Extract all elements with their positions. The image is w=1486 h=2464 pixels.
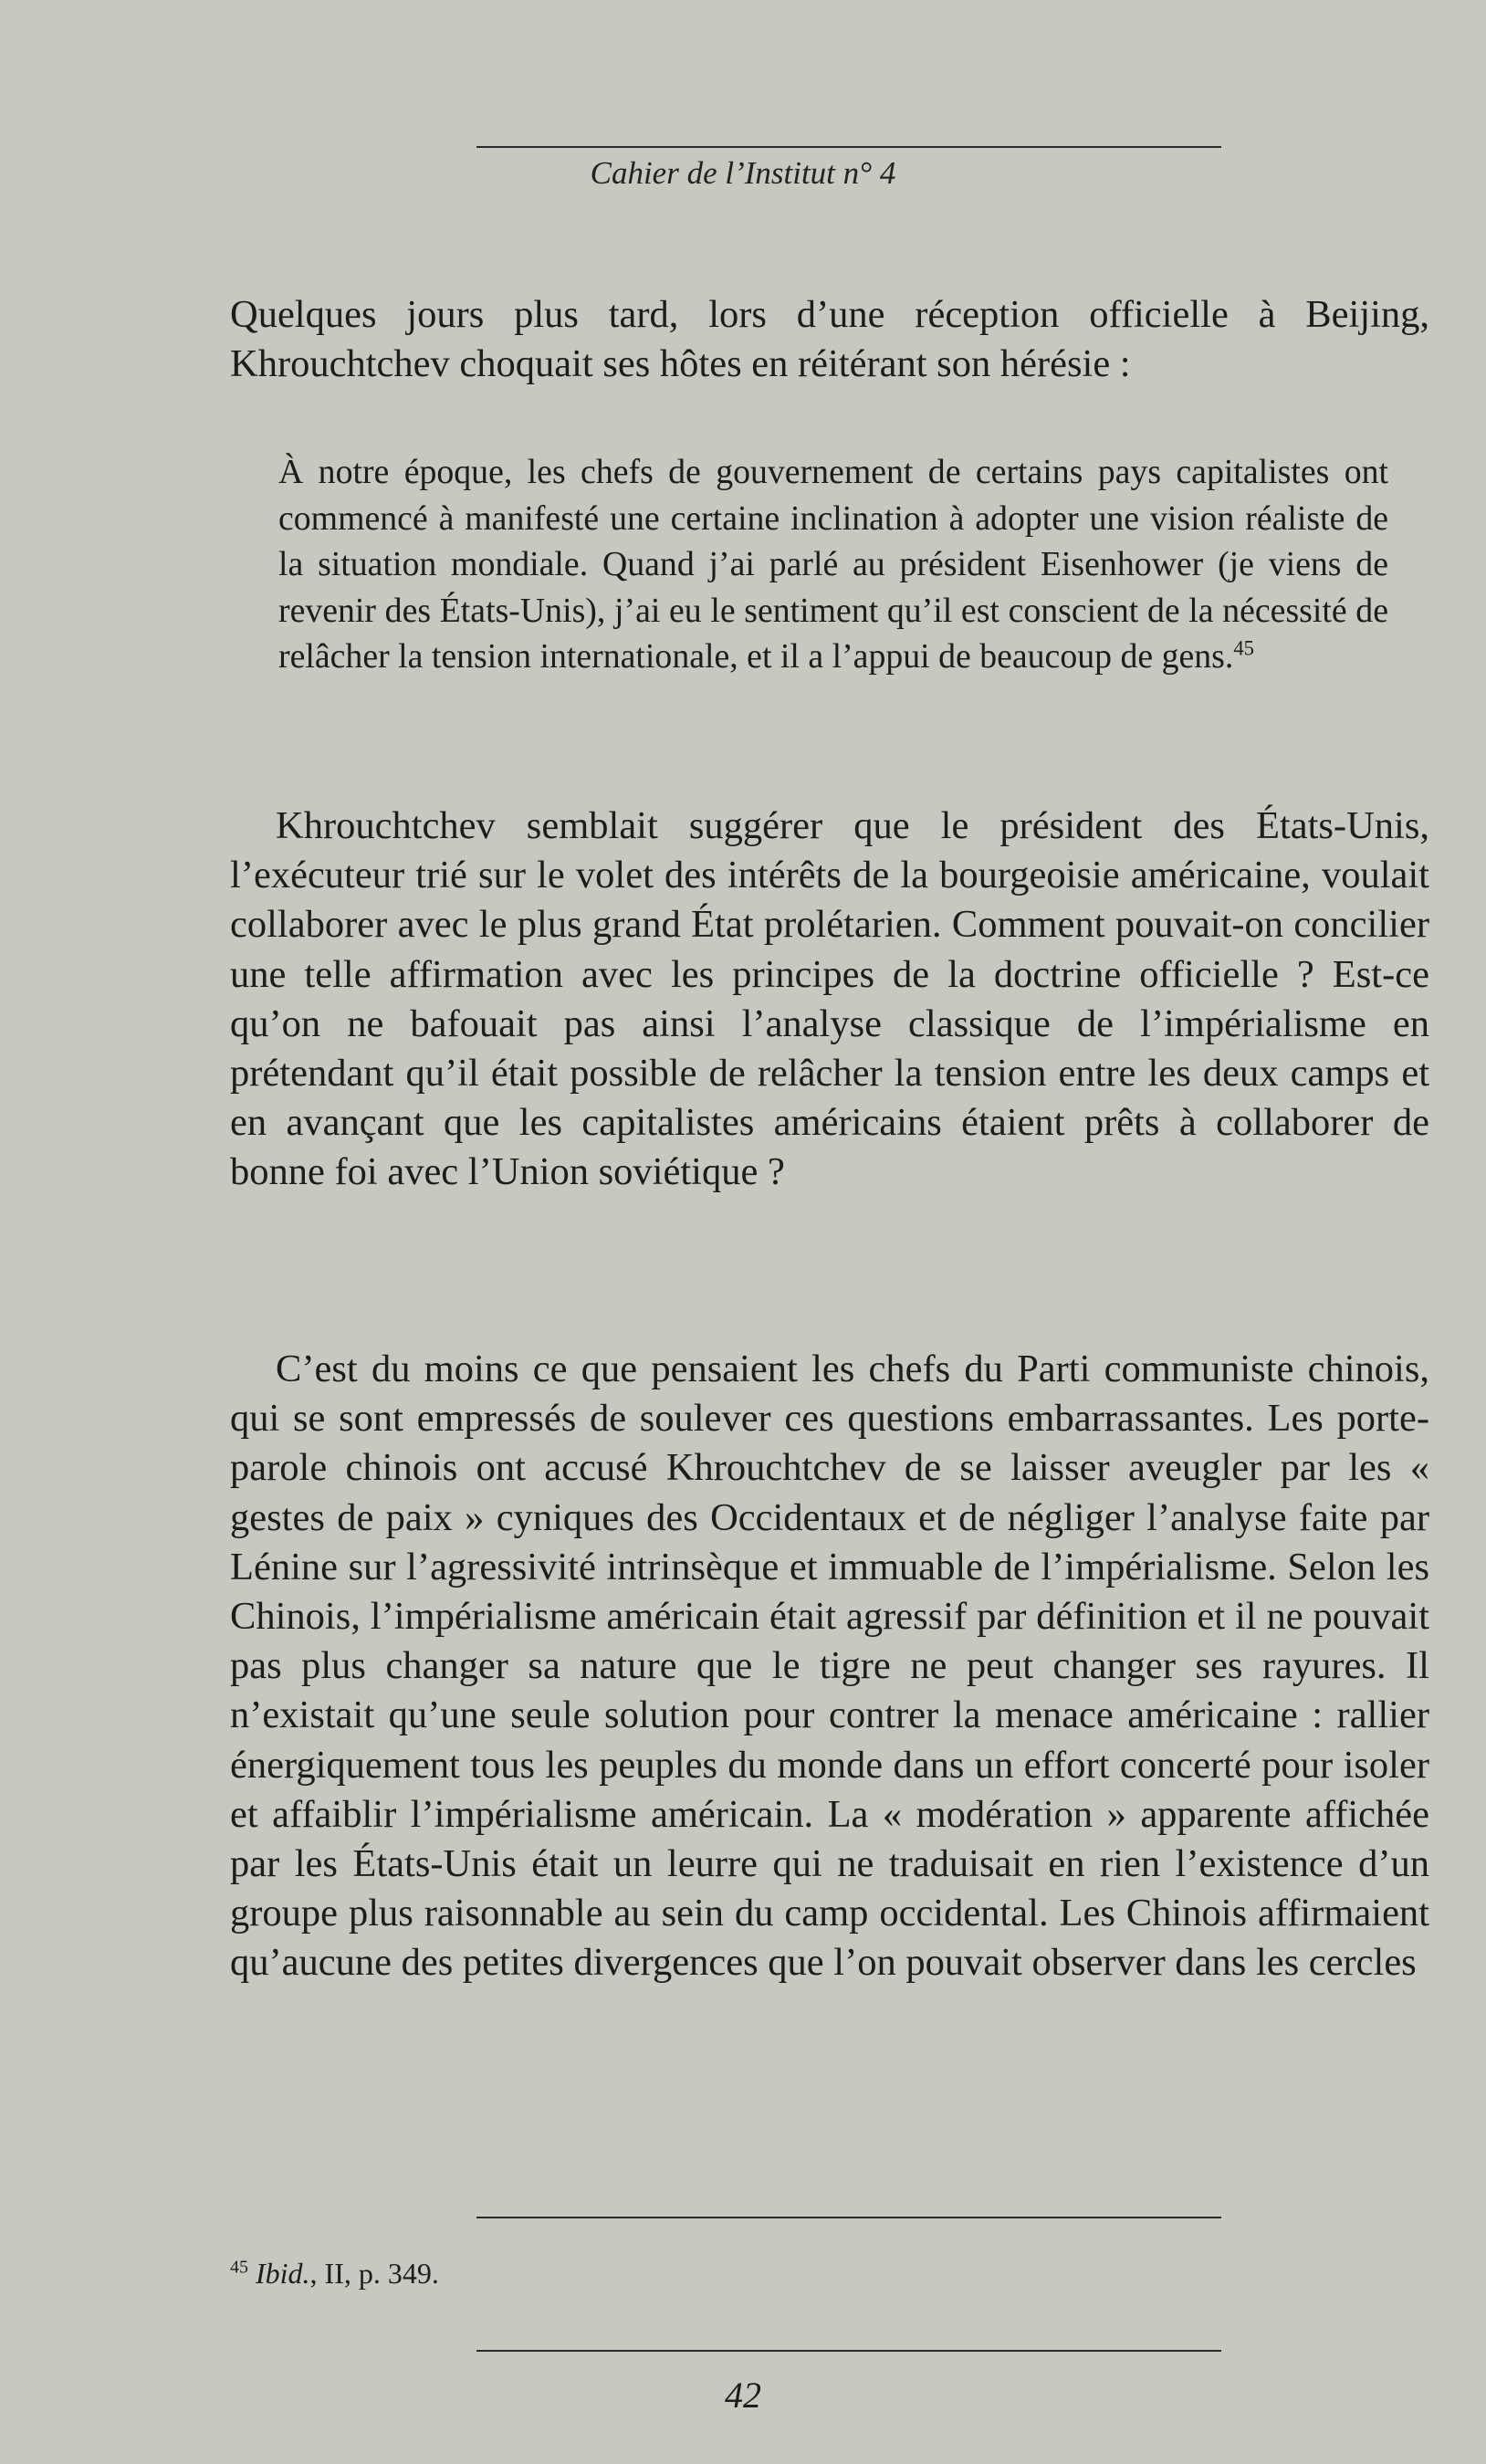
header-rule bbox=[476, 146, 1221, 148]
page-number: 42 bbox=[725, 2375, 761, 2416]
footer-rule bbox=[476, 2350, 1221, 2352]
footnote-rule bbox=[476, 2217, 1221, 2218]
paragraph-2-text: Khrouchtchev semblait suggérer que le président des États-Unis, l’exécuteur trié sur le volet des intérêts de la bourgeoisie américaine, voulait collaborer avec le plus grand État prolétarien. Comment pouvait-on concilier une telle affirmation avec les principes de la doctrine officielle ? Est-ce qu’on ne bafouait pas ainsi l’analyse classique de l’impérialisme en prétendant qu’il était possible de relâcher la tension entre les deux camps et en avançant que les capitalistes américains étaient prêts à collaborer de bonne foi avec l’Union soviétique ? bbox=[230, 804, 1429, 1194]
footnote-details: , II, p. 349. bbox=[309, 2257, 439, 2290]
footnote bbox=[230, 2255, 439, 2291]
paragraph-2 bbox=[230, 802, 1429, 1198]
running-title: Cahier de l’Institut n° 4 bbox=[590, 155, 896, 191]
paragraph-1 bbox=[230, 290, 1429, 389]
paragraph-3-text: C’est du moins ce que pensaient les chefs du Parti communiste chinois, qui se sont empressés de soulever ces questions embarrassantes. Les porte-parole chinois ont accusé Khrouchtchev de se laisser aveugler par les « gestes de paix » cyniques des Occidentaux et de négliger l’analyse faite par Lénine sur l’agressivité intrinsèque et immuable de l’impérialisme. Selon les Chinois, l’impérialisme américain était agressif par définition et il ne pouvait pas plus changer sa nature que le tigre ne peut changer ses rayures. Il n’existait qu’une seule solution pour contrer la menace américaine : rallier énergiquement tous les peuples du monde dans un effort concerté pour isoler et affaiblir l’impérialisme américain. La « modération » apparente affichée par les États-Unis était un leurre qui ne traduisait en rien l’existence d’un groupe plus raisonnable au sein du camp occidental. Les Chinois affirmaient qu’aucune des petites divergences que l’on pouvait observer dans les cercles bbox=[230, 1347, 1429, 1985]
footnote-marker: 45 bbox=[1233, 636, 1255, 660]
paragraph-1-text: Quelques jours plus tard, lors d’une réception officielle à Beijing, Khrouchtchev choquait ses hôtes en réitérant son hérésie : bbox=[230, 293, 1429, 386]
block-quote bbox=[278, 449, 1388, 680]
paragraph-3 bbox=[230, 1345, 1429, 1988]
footnote-source: Ibid. bbox=[256, 2257, 310, 2290]
footnote-number: 45 bbox=[230, 2257, 248, 2278]
block-quote-text: À notre époque, les chefs de gouvernement de certains pays capitalistes ont commencé à manifesté une certaine inclination à adopter une vision réaliste de la situation mondiale. Quand j’ai parlé au président Eisenhower (je viens de revenir des États-Unis), j’ai eu le sentiment qu’il est conscient de la nécessité de relâcher la tension internationale, et il a l’appui de beaucoup de gens. bbox=[278, 453, 1388, 676]
